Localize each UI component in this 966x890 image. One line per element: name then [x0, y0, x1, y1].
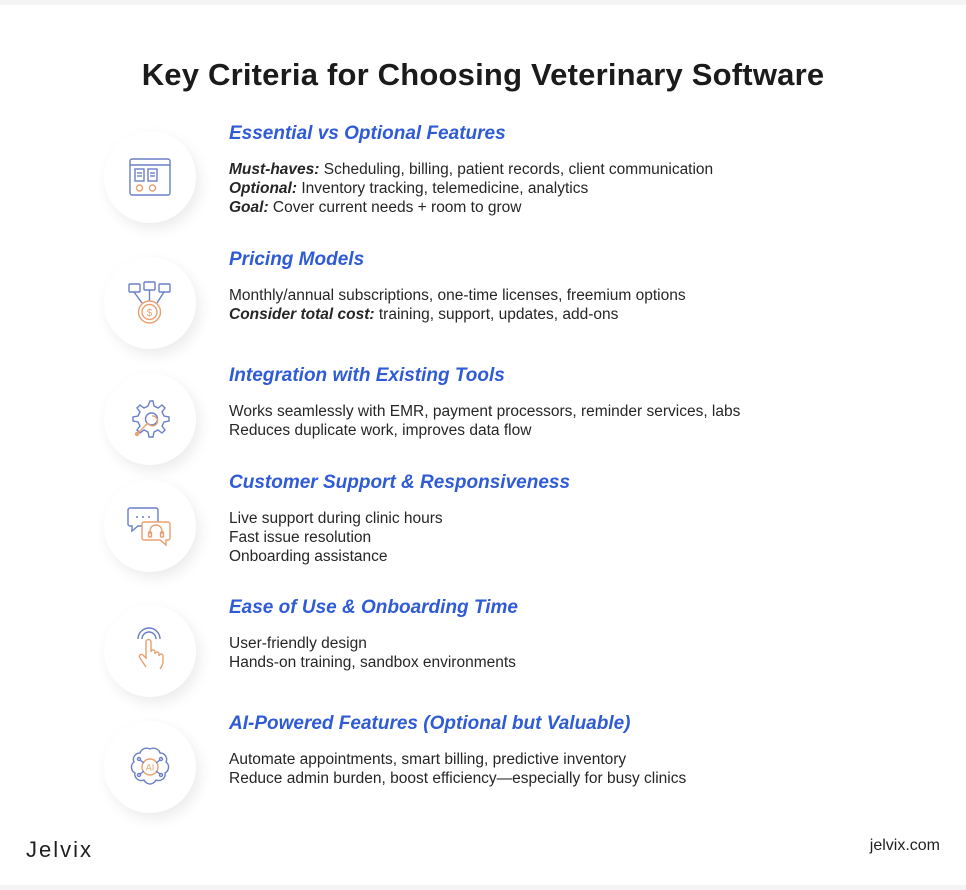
icon-circle	[104, 131, 196, 223]
description-line: Optional: Inventory tracking, telemedicine, analytics	[229, 180, 589, 197]
description-line: Automate appointments, smart billing, predictive inventory	[229, 751, 627, 768]
description-line: Onboarding assistance	[229, 548, 388, 565]
description-line: Must-haves: Scheduling, billing, patient records, client communication	[229, 161, 714, 178]
pricing-coin-icon	[126, 279, 174, 327]
criteria-item-support	[0, 472, 966, 582]
touch-hand-icon	[126, 627, 174, 675]
item-description	[229, 402, 740, 440]
page-title: Key Criteria for Choosing Veterinary Software	[141, 57, 825, 92]
item-title: Essential vs Optional Features	[229, 123, 506, 144]
gear-wrench-icon	[126, 395, 174, 443]
svg-text:$: $	[146, 308, 153, 319]
software-window-icon	[126, 153, 174, 201]
criteria-item-pricing	[0, 249, 966, 359]
jelvix-logo: Jelvix	[26, 837, 94, 862]
description-line: Fast issue resolution	[229, 529, 372, 546]
item-description	[229, 634, 516, 672]
ai-brain-icon	[126, 743, 174, 791]
item-description	[229, 750, 686, 788]
item-description	[229, 160, 713, 217]
description-line: User-friendly design	[229, 635, 367, 652]
svg-text:AI: AI	[145, 762, 155, 773]
support-chat-icon	[126, 502, 174, 550]
icon-circle	[104, 257, 196, 349]
criteria-item-ease-of-use	[0, 597, 966, 707]
description-line: Hands-on training, sandbox environments	[229, 654, 516, 671]
description-line: Reduce admin burden, boost efficiency—especially for busy clinics	[229, 770, 687, 787]
description-line: Consider total cost: training, support, updates, add-ons	[229, 306, 619, 323]
item-title: AI-Powered Features (Optional but Valuable)	[229, 713, 631, 734]
website-link[interactable]: jelvix.com	[869, 837, 940, 854]
item-title: Customer Support & Responsiveness	[229, 472, 571, 493]
item-title: Ease of Use & Onboarding Time	[229, 597, 518, 618]
description-line: Goal: Cover current needs + room to grow	[229, 199, 522, 216]
description-line: Live support during clinic hours	[229, 510, 443, 527]
icon-circle	[104, 480, 196, 572]
item-title: Pricing Models	[229, 249, 365, 270]
icon-circle	[104, 721, 196, 813]
item-description	[229, 286, 686, 324]
criteria-item-features	[0, 123, 966, 233]
icon-circle	[104, 373, 196, 465]
item-title: Integration with Existing Tools	[229, 365, 505, 386]
description-line: Reduces duplicate work, improves data flow	[229, 422, 532, 439]
criteria-item-ai	[0, 713, 966, 823]
icon-circle	[104, 605, 196, 697]
description-line: Monthly/annual subscriptions, one-time licenses, freemium options	[229, 287, 686, 304]
infographic	[0, 5, 966, 885]
criteria-item-integration	[0, 365, 966, 475]
description-line: Works seamlessly with EMR, payment processors, reminder services, labs	[229, 403, 741, 420]
item-description	[229, 509, 443, 566]
